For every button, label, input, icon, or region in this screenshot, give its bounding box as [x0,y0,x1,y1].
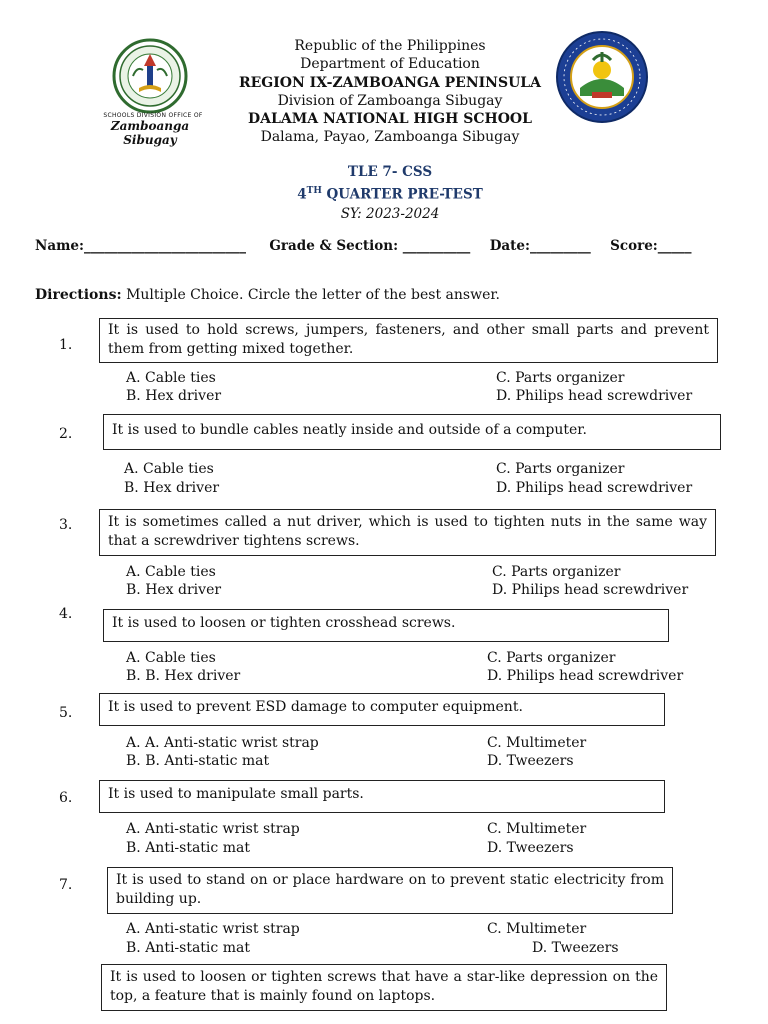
option-c[interactable]: C. Parts organizer [487,650,616,666]
republic-line: Republic of the Philippines [294,38,486,54]
department-line: Department of Education [300,56,480,73]
deped-seal-caption-small: SCHOOLS DIVISION OFFICE OF [103,112,203,119]
question-box: It is used to loosen or tighten screws that have a star-like depression on the top, a feature that is mainly found on laptops. [101,964,667,1011]
option-b[interactable]: B. B. Anti-static mat [126,753,270,769]
question-number: 3. [59,517,73,533]
option-b[interactable]: B. Hex driver [124,480,220,496]
date-field[interactable]: Date:_________ [489,238,591,254]
option-c[interactable]: C. Parts organizer [496,461,625,477]
question-box: It is used to stand on or place hardware on to prevent static electricity from building up. [107,867,673,914]
option-d[interactable]: D. Philips head screwdriver [487,668,684,684]
option-b[interactable]: B. Hex driver [126,388,222,404]
school-name-line: DALAMA NATIONAL HIGH SCHOOL [248,111,532,128]
option-d[interactable]: D. Philips head screwdriver [492,582,689,598]
region-line: REGION IX-ZAMBOANGA PENINSULA [239,74,541,91]
question-box: It is used to bundle cables neatly inside and outside of a computer. [103,414,721,450]
option-a[interactable]: A. A. Anti-static wrist strap [126,735,319,751]
test-title-block [180,163,600,224]
directions-text: Multiple Choice. Circle the letter of the best answer. [121,287,500,303]
option-d[interactable]: D. Philips head screwdriver [496,388,693,404]
option-c[interactable]: C. Parts organizer [492,564,621,580]
option-c[interactable]: C. Multimeter [487,921,587,937]
option-a[interactable]: A. Cable ties [124,461,214,477]
option-c[interactable]: C. Multimeter [487,821,587,837]
option-c[interactable]: C. Parts organizer [496,370,625,386]
question-box: It is sometimes called a nut driver, which is used to tighten nuts in the same way that a screwdriver tightens screws. [99,509,716,556]
letterhead [180,37,600,147]
division-line: Division of Zamboanga Sibugay [277,92,503,109]
option-d[interactable]: D. Tweezers [487,840,574,856]
score-field[interactable]: Score:_____ [610,238,692,254]
option-a[interactable]: A. Anti-static wrist strap [126,821,300,837]
option-a[interactable]: A. Anti-static wrist strap [126,921,300,937]
quarter-title [180,182,600,205]
quarter-superscript: TH [306,186,322,196]
option-a[interactable]: A. Cable ties [126,650,216,666]
question-box: It is used to prevent ESD damage to computer equipment. [99,693,665,726]
school-address-line: Dalama, Payao, Zamboanga Sibugay [260,129,520,146]
option-a[interactable]: A. Cable ties [126,564,216,580]
option-b[interactable]: B. Anti-static mat [126,840,250,856]
option-b[interactable]: B. Anti-static mat [126,940,250,956]
option-b[interactable]: B. B. Hex driver [126,668,241,684]
question-number: 2. [59,426,73,442]
grade-section-field[interactable]: Grade & Section: __________ [269,238,471,254]
question-number: 6. [59,790,73,806]
question-number: 4. [59,606,73,622]
question-number: 1. [59,337,73,353]
quarter-title-text: QUARTER PRE-TEST [321,186,483,203]
question-number: 7. [59,877,73,893]
question-box: It is used to hold screws, jumpers, fasteners, and other small parts and prevent them from getting mixed together. [99,318,718,363]
option-d[interactable]: D. Tweezers [532,940,619,956]
question-box: It is used to loosen or tighten crosshead screws. [103,609,669,642]
school-year: SY: 2023-2024 [340,205,440,222]
directions-label: Directions: [35,287,122,303]
directions [35,287,500,303]
question-number: 5. [59,705,73,721]
option-a[interactable]: A. Cable ties [126,370,216,386]
student-info-line [35,238,692,254]
quarter-number: 4 [297,186,307,203]
question-box: It is used to manipulate small parts. [99,780,665,813]
option-b[interactable]: B. Hex driver [126,582,222,598]
subject-title: TLE 7- CSS [347,164,433,180]
option-d[interactable]: D. Tweezers [487,753,574,769]
deped-seal-caption-script: Zamboanga Sibugay [110,119,190,147]
option-d[interactable]: D. Philips head screwdriver [496,480,693,496]
name-field[interactable]: Name:________________________ [35,238,246,254]
option-c[interactable]: C. Multimeter [487,735,587,751]
